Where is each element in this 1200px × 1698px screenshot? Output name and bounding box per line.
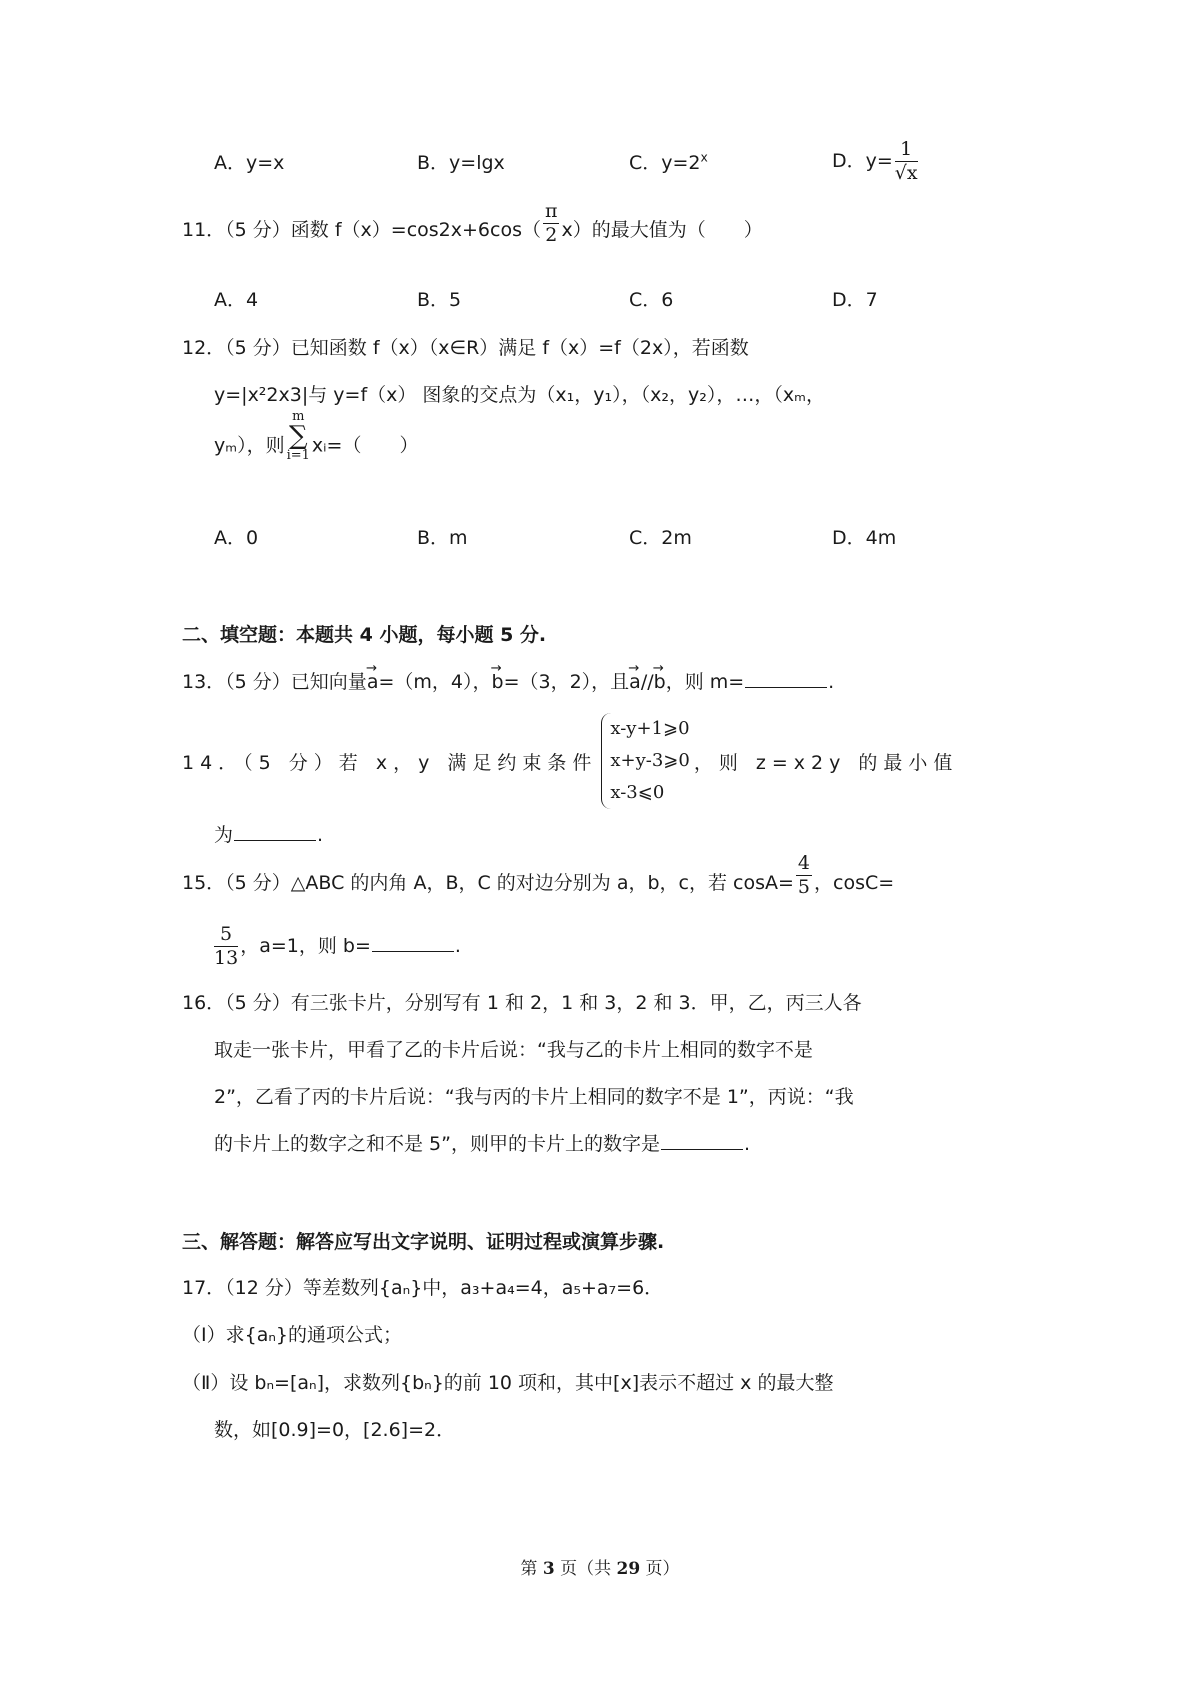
q16-line2: 取走一张卡片，甲看了乙的卡片后说：“我与乙的卡片上相同的数字不是 — [214, 1039, 813, 1061]
q12-option-b: B．m — [417, 527, 468, 549]
q16-line1: 16．（5 分）有三张卡片，分别写有 1 和 2，1 和 3，2 和 3．甲，乙，丙三人各 — [182, 992, 862, 1014]
q17-stem: 17．（12 分）等差数列{aₙ}中，a₃+a₄=4，a₅+a₇=6． — [182, 1277, 664, 1299]
q11-suffix: x）的最大值为（ ） — [561, 219, 763, 241]
q16-line4-prefix: 的卡片上的数字之和不是 5”，则甲的卡片上的数字是 — [214, 1133, 660, 1155]
q10-option-c — [629, 148, 708, 175]
q15-fraction-cosc — [214, 925, 238, 968]
footer-middle: 页（共 — [554, 1559, 617, 1579]
q17-part-2-line1: （Ⅱ）设 bₙ=[aₙ]，求数列{bₙ}的前 10 项和，其中[x]表示不超过 x 的最大整 — [182, 1372, 834, 1394]
q14-line2 — [214, 820, 323, 847]
q13-end: . — [828, 671, 835, 693]
q12-stem-line2: y=|x²2x3|与 y=f（x） 图象的交点为（x₁，y₁），（x₂，y₂），…，（xₘ， — [214, 384, 825, 406]
q13-answer-blank — [745, 667, 827, 688]
q10-option-d-numerator: 1 — [895, 140, 918, 162]
q12-option-c: C．2m — [629, 527, 692, 549]
q15-fraction-cosa-numerator: 4 — [797, 852, 811, 874]
q13-vector-b: → b — [492, 671, 504, 693]
q11-fraction-denominator: 2 — [545, 224, 558, 246]
q15-mid: ，cosC= — [814, 872, 895, 894]
q12-sigma-upper: m — [292, 409, 305, 424]
q11-option-b: B．5 — [417, 289, 462, 311]
q13-part2: =（m，4）， — [378, 671, 492, 693]
q16-answer-blank — [661, 1129, 743, 1150]
q13-part1: 13．（5 分）已知向量 — [182, 671, 367, 693]
q10-option-d-denominator: √x — [894, 162, 918, 184]
q13-stem — [182, 667, 834, 694]
q13-part5: ，则 m= — [665, 671, 745, 693]
q12-option-a: A．0 — [214, 527, 259, 549]
q14-suffix: ，则 z=x2y 的最小值 — [693, 751, 959, 774]
q15-line2 — [214, 925, 461, 968]
q15-answer-blank — [372, 931, 454, 952]
q15-fraction-cosa — [796, 854, 812, 897]
q11-option-d: D．7 — [832, 289, 878, 311]
q12-option-d: D．4m — [832, 527, 897, 549]
q10-option-c-exponent: x — [700, 150, 708, 165]
q14-constraint-system — [601, 713, 689, 809]
q14-constraint-3: x-3⩽0 — [610, 782, 665, 803]
q11-fraction-numerator: π — [544, 200, 558, 222]
section-3-heading: 三、解答题：解答应写出文字说明、证明过程或演算步骤. — [182, 1231, 665, 1253]
q15-line2-suffix: ，a=1，则 b= — [240, 935, 371, 957]
q12-sigma-symbol: ∑ — [288, 421, 308, 451]
footer-total-pages: 29 — [616, 1559, 641, 1579]
q10-option-d-text: D．y= — [832, 150, 893, 172]
q14-stem — [182, 713, 958, 809]
q14-line2-prefix: 为 — [214, 824, 234, 846]
q11-option-c: C．6 — [629, 289, 674, 311]
q12-line3-prefix: yₘ），则 — [214, 434, 285, 457]
page-footer — [0, 1554, 1200, 1579]
q13-vector-b-2: → b — [654, 671, 666, 693]
q16-line4 — [214, 1129, 750, 1156]
q15-fraction-cosa-denominator: 5 — [797, 876, 811, 898]
q10-option-b: B．y=lgx — [417, 152, 505, 174]
q12-stem-line1: 12．（5 分）已知函数 f（x）（x∈R）满足 f（x）=f（2x），若函数 — [182, 337, 749, 359]
q11-stem — [182, 200, 763, 246]
q14-answer-blank — [234, 820, 316, 841]
q13-part3: =（3，2），且 — [503, 671, 630, 693]
q10-option-c-text: C．y=2 — [629, 152, 701, 174]
q15-fraction-cosc-numerator: 5 — [214, 925, 238, 947]
q11-fraction — [543, 202, 560, 245]
q12-sigma-lower: i=1 — [286, 448, 310, 463]
q10-option-d-fraction — [895, 140, 918, 183]
q11-prefix: 11．（5 分）函数 f（x）=cos2x+6cos（ — [182, 219, 541, 241]
section-2-heading: 二、填空题：本题共 4 小题，每小题 5 分. — [182, 624, 547, 646]
q14-end: . — [317, 824, 324, 846]
q12-summation — [287, 410, 310, 462]
q14-constraint-2: x+y-3⩾0 — [610, 750, 690, 771]
q16-line3: 2”，乙看了丙的卡片后说：“我与丙的卡片上相同的数字不是 1”，丙说：“我 — [214, 1086, 854, 1108]
q15-stem — [182, 852, 895, 898]
q10-option-d — [832, 140, 920, 183]
q13-parallel: // — [640, 671, 654, 693]
q15-fraction-cosc-denominator: 13 — [214, 947, 239, 969]
footer-suffix: 页） — [640, 1559, 680, 1579]
q15-prefix: 15．（5 分）△ABC 的内角 A，B，C 的对边分别为 a，b，c，若 cosA= — [182, 872, 794, 894]
q17-part-1: （Ⅰ）求{aₙ}的通项公式； — [182, 1324, 402, 1346]
footer-prefix: 第 — [520, 1559, 543, 1579]
q15-end: . — [454, 935, 461, 957]
q16-end: . — [743, 1133, 751, 1155]
q11-option-a: A．4 — [214, 289, 259, 311]
q10-option-a: A．y=x — [214, 152, 285, 174]
q17-part-2-line2: 数，如[0.9]=0，[2.6]=2． — [214, 1419, 456, 1441]
footer-page-number: 3 — [542, 1559, 555, 1579]
q14-prefix: 14．（5 分）若 x，y 满足约束条件 — [182, 751, 598, 774]
q12-stem-line3 — [214, 409, 419, 463]
q14-constraint-1: x-y+1⩾0 — [610, 718, 690, 739]
q13-vector-a: → a — [367, 671, 379, 693]
q12-line3-suffix: xᵢ=（ ） — [311, 434, 419, 457]
q13-vector-a-2: → a — [629, 671, 641, 693]
